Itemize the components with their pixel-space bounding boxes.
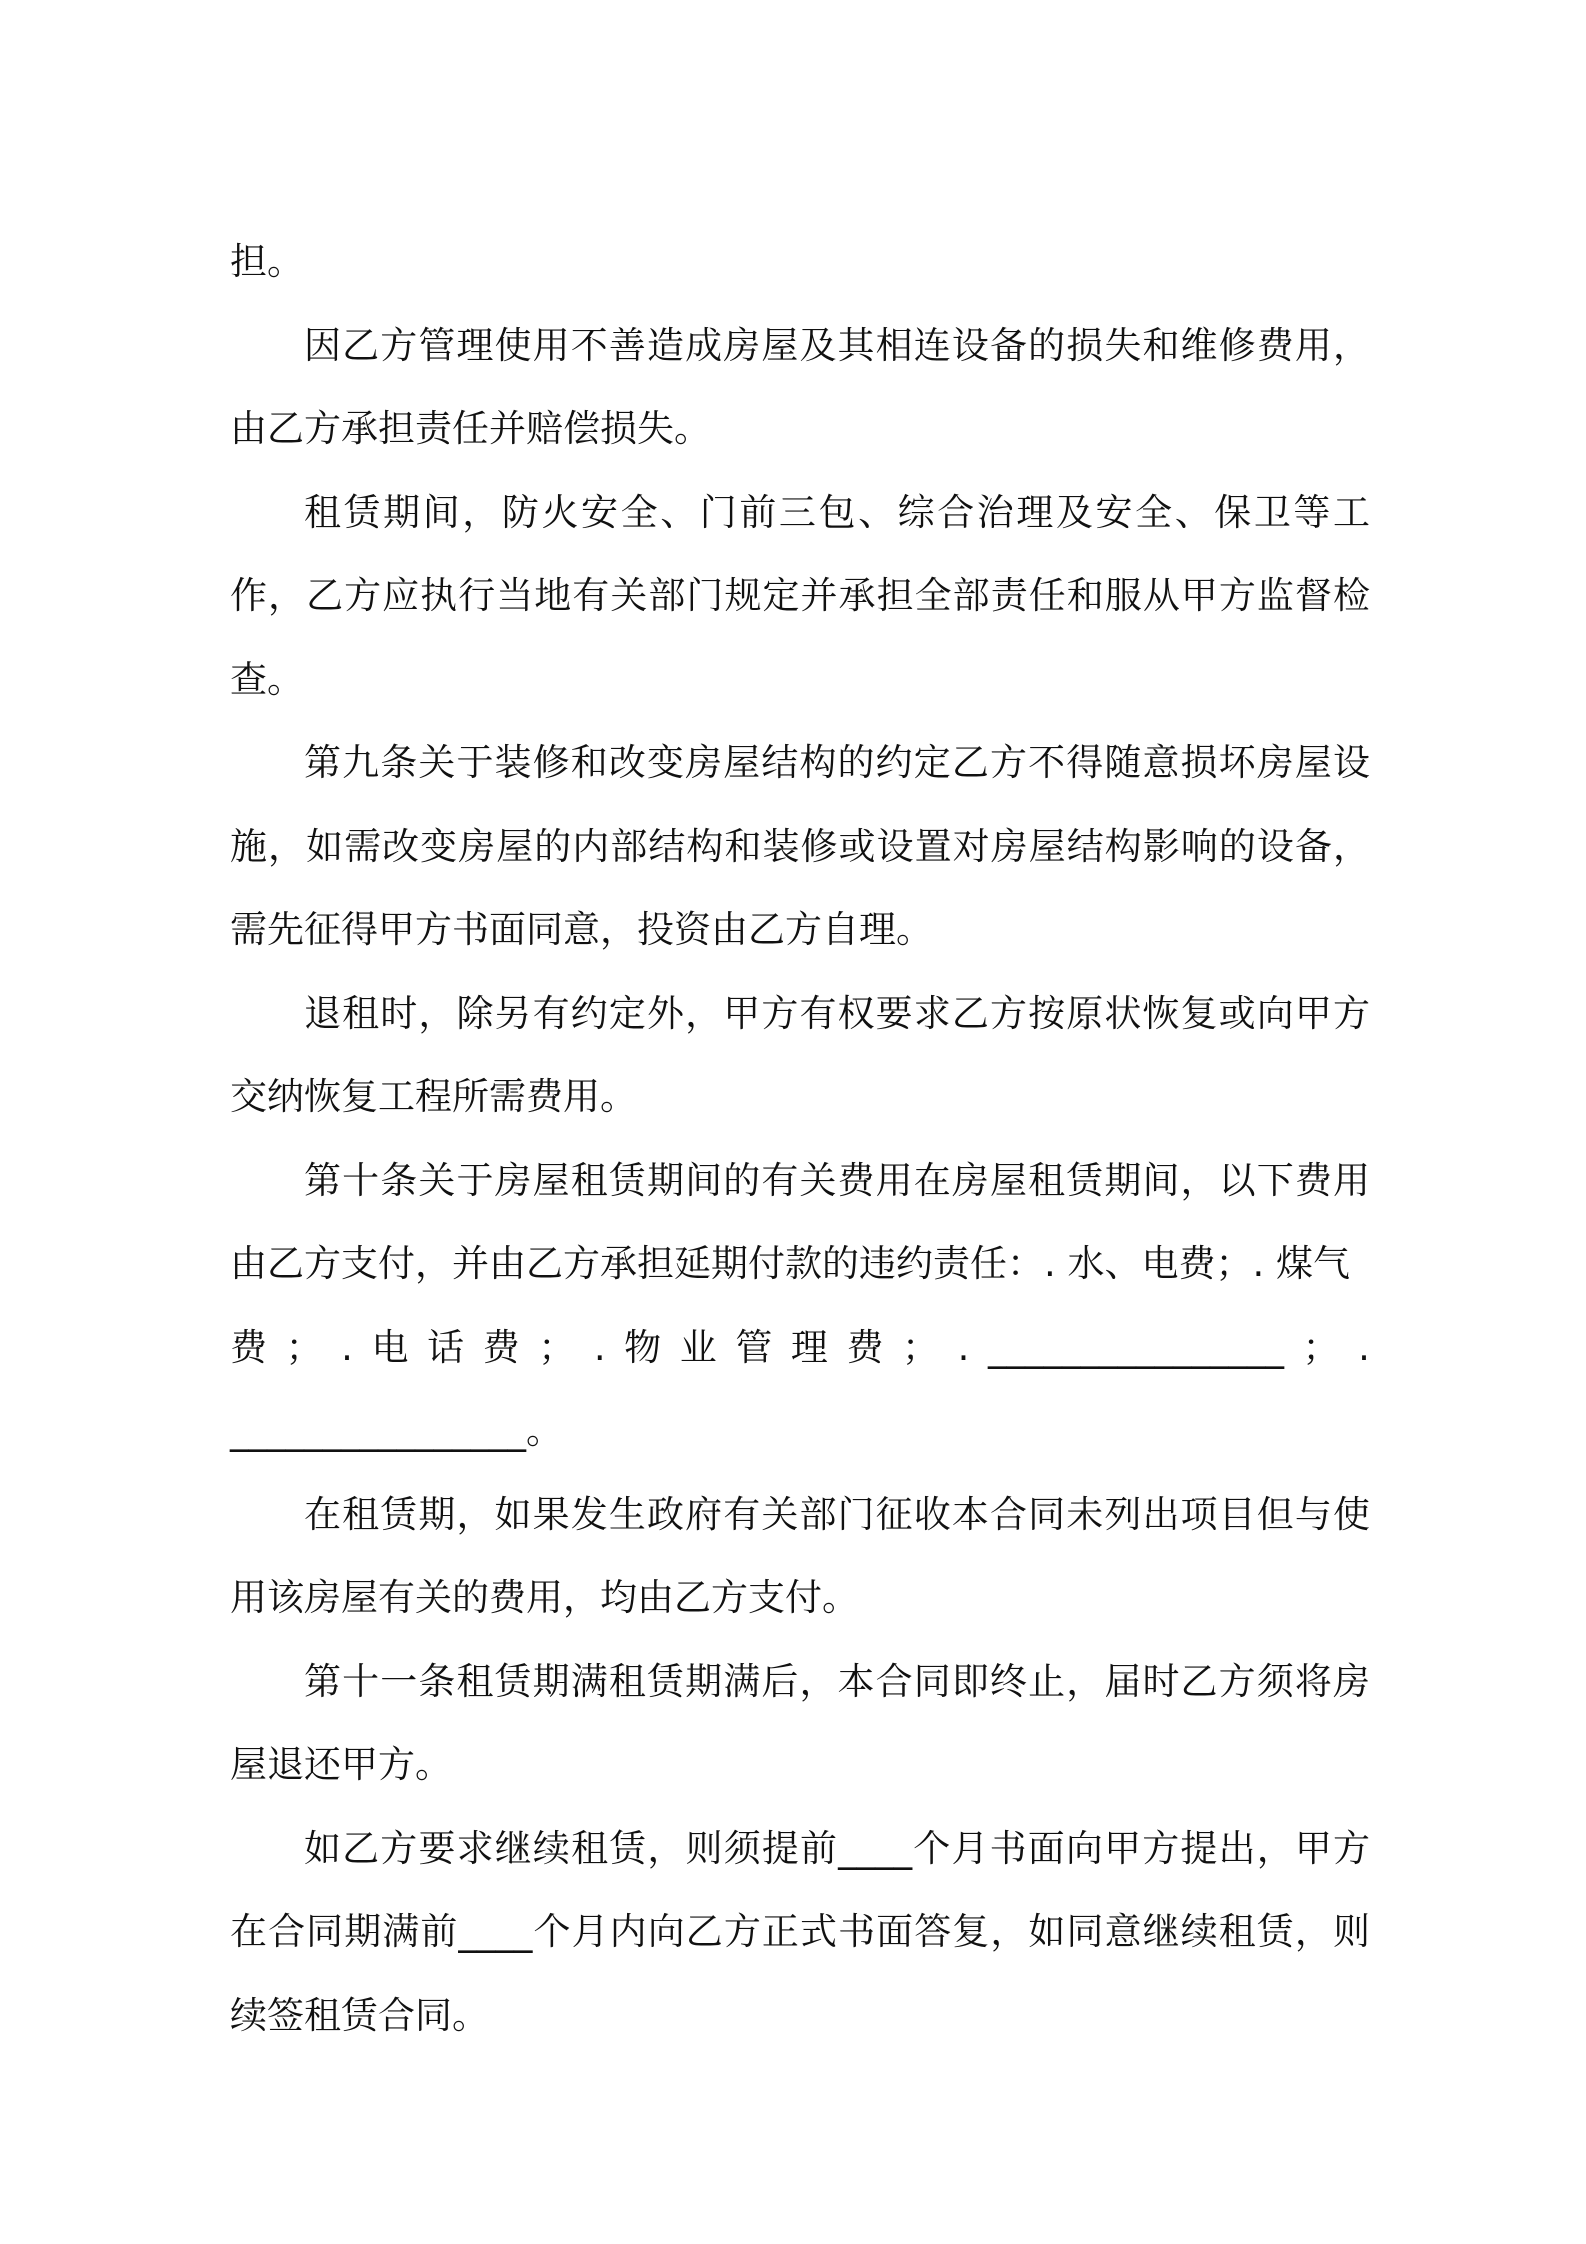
paragraph-safety-duties: 租赁期间，防火安全、门前三包、综合治理及安全、保卫等工作，乙方应执行当地有关部门规定并承担全部责任和服从甲方监督检查。 — [230, 490, 1370, 701]
fee-token: 电 — [371, 1325, 409, 1369]
fee-token: ； — [538, 1325, 576, 1369]
paragraph-renewal: 如乙方要求继续租赁，则须提前____个月书面向甲方提出，甲方在合同期满前____个月内向乙方正式书面答复，如同意继续租赁，则续签租赁合同。 — [230, 1826, 1370, 2037]
paragraph-continuation: 担。 — [230, 240, 304, 283]
fee-token: 管 — [735, 1325, 773, 1369]
fee-token: . — [593, 1325, 606, 1369]
fee-token: . — [1358, 1325, 1370, 1369]
paragraph-article-10: 第十条关于房屋租赁期间的有关费用在房屋租赁期间，以下费用由乙方支付，并由乙方承担延期付款的违约责任：. 水、电费；. 煤气 — [230, 1158, 1370, 1285]
fee-list-line — [230, 1306, 1370, 1390]
fee-blank: ________________ — [987, 1325, 1284, 1369]
paragraph-damage-liability: 因乙方管理使用不善造成房屋及其相连设备的损失和维修费用，由乙方承担责任并赔偿损失。 — [230, 323, 1370, 450]
fee-token: 费 — [846, 1325, 884, 1369]
document-body — [230, 220, 1370, 2057]
fee-token: ； — [1302, 1325, 1340, 1369]
paragraph-other-fees: 在租赁期，如果发生政府有关部门征收本合同未列出项目但与使用该房屋有关的费用，均由乙方支付。 — [230, 1492, 1370, 1619]
fee-token: . — [957, 1325, 970, 1369]
paragraph-article-11: 第十一条租赁期满租赁期满后，本合同即终止，届时乙方须将房屋退还甲方。 — [230, 1659, 1370, 1786]
fee-token: ； — [902, 1325, 940, 1369]
fee-token: 理 — [790, 1325, 828, 1369]
fee-list-end: ________________。 — [230, 1409, 563, 1452]
fee-token: 业 — [679, 1325, 717, 1369]
fee-token: 物 — [624, 1325, 662, 1369]
fee-token: . — [341, 1325, 353, 1369]
paragraph-restoration: 退租时，除另有约定外，甲方有权要求乙方按原状恢复或向甲方交纳恢复工程所需费用。 — [230, 991, 1370, 1118]
paragraph-article-9: 第九条关于装修和改变房屋结构的约定乙方不得随意损坏房屋设施，如需改变房屋的内部结构和装修或设置对房屋结构影响的设备，需先征得甲方书面同意，投资由乙方自理。 — [230, 741, 1370, 951]
fee-token: ； — [285, 1325, 323, 1369]
fee-token: 费 — [230, 1325, 267, 1369]
fee-token: 话 — [427, 1325, 465, 1369]
fee-token: 费 — [482, 1325, 520, 1369]
